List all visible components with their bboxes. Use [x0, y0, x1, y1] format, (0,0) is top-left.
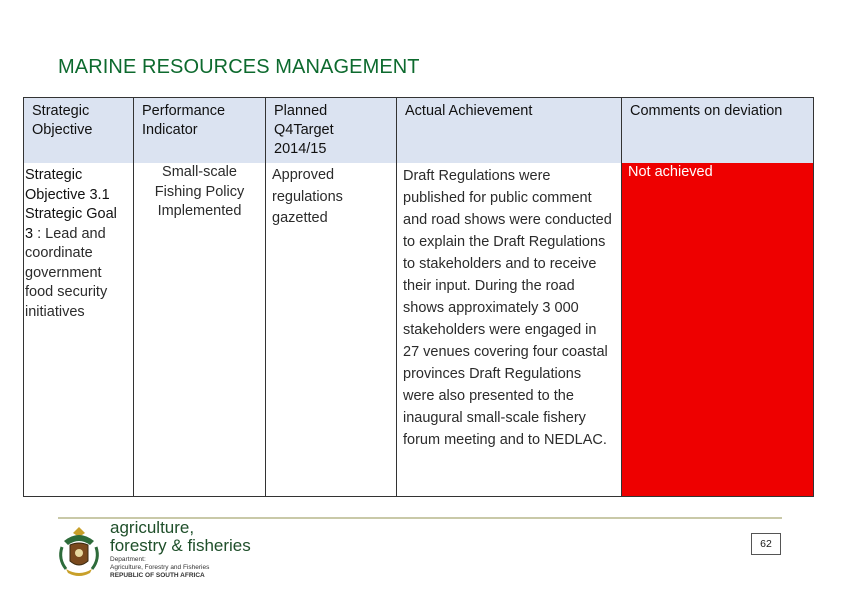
page-number: 62 — [751, 533, 781, 555]
cell-planned-target: Approved regulations gazetted — [266, 163, 397, 497]
header-strategic-objective: Strategic Objective — [24, 98, 134, 164]
cell-strategic-objective — [24, 163, 134, 497]
header-performance-indicator: Performance Indicator — [134, 98, 266, 164]
performance-table — [23, 97, 814, 497]
dept-line-2: Agriculture, Forestry and Fisheries — [110, 564, 210, 571]
cell-comments-deviation: Not achieved — [622, 163, 814, 497]
cell-actual-achievement: Draft Regulations were published for public comment and road shows were conducted to explain the Draft Regulations to stakeholders and to receive their input. During the road shows approximately 3 000 stakeholders were engaged in 27 venues covering four coastal provinces Draft Regulations were also presented to the inaugural small-scale fishery forum meeting and to NEDLAC. — [397, 163, 622, 497]
table-header-row — [24, 98, 814, 164]
department-details — [110, 556, 209, 580]
header-comments-deviation: Comments on deviation — [622, 98, 814, 164]
department-brand — [110, 519, 251, 555]
table-row — [24, 163, 814, 497]
dept-line-1: Department: — [110, 556, 146, 563]
strategic-objective-label: Strategic Objective 3.1 Strategic Goal 3 — [25, 167, 117, 242]
strategic-objective-text: : Lead and coordinate government food security initiatives — [25, 225, 108, 320]
coat-of-arms-icon — [56, 523, 102, 588]
header-planned-target: Planned Q4Target 2014/15 — [266, 98, 397, 164]
header-actual-achievement: Actual Achievement — [397, 98, 622, 164]
brand-line-1: agriculture, — [110, 518, 195, 537]
brand-line-2: forestry & fisheries — [110, 536, 251, 555]
page-title: MARINE RESOURCES MANAGEMENT — [58, 56, 420, 78]
dept-line-3: REPUBLIC OF SOUTH AFRICA — [110, 572, 205, 579]
cell-performance-indicator: Small-scale Fishing Policy Implemented — [134, 163, 266, 497]
